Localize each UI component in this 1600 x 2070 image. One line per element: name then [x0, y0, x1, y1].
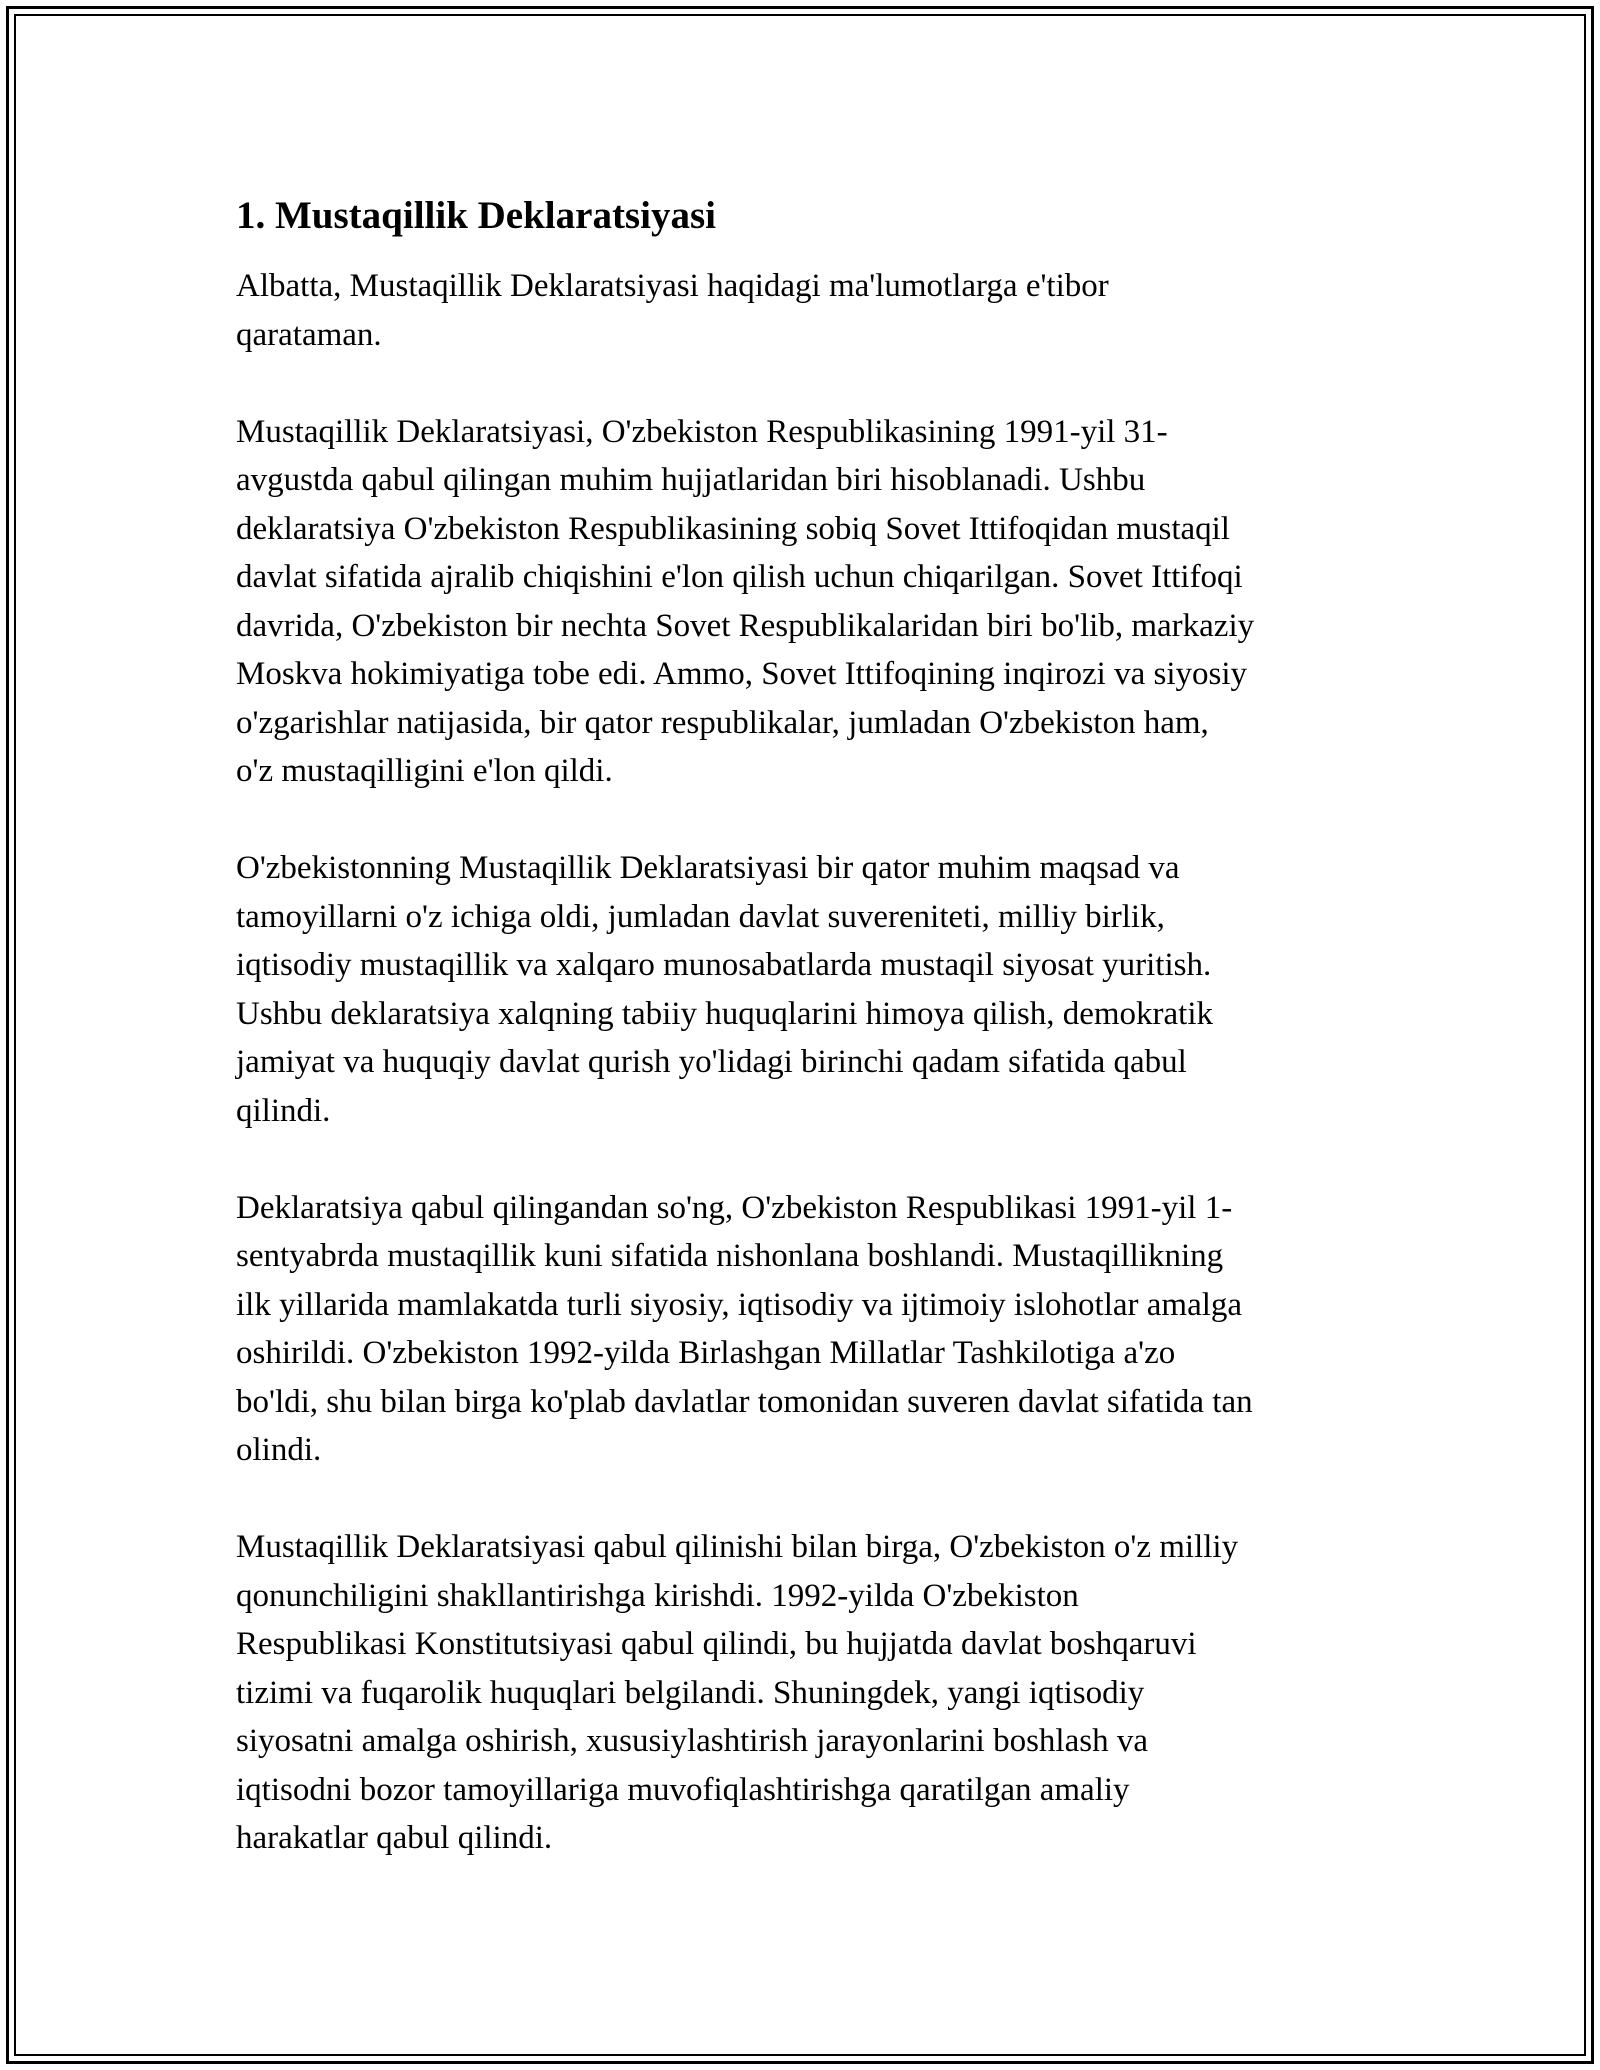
document-body [236, 190, 1376, 1911]
paragraph-goals-principles: O'zbekistonning Mustaqillik Deklaratsiyasi bir qator muhim maqsad va tamoyillarni o'z ichiga oldi, jumladan davlat suvereniteti, milliy birlik, iqtisodiy mustaqillik va xalqaro munosabatlarda mustaqil siyosat yuritish. Ushbu deklaratsiya xalqning tabiiy huquqlarini himoya qilish, demokratik jamiyat va huquqiy davlat qurish yo'lidagi birinchi qadam sifatida qabul qilindi. [236, 850, 1213, 1129]
paragraph-legislation: Mustaqillik Deklaratsiyasi qabul qilinishi bilan birga, O'zbekiston o'z milliy qonunchiligini shakllantirishga kirishdi. 1992-yilda O'zbekiston Respublikasi Konstitutsiyasi qabul qilindi, bu hujjatda davlat boshqaruvi tizimi va fuqarolik huquqlari belgilandi. Shuningdek, yangi iqtisodiy siyosatni amalga oshirish, xususiylashtirish jarayonlarini boshlash va iqtisodni bozor tamoyillariga muvofiqlashtirishga qaratilgan amaliy harakatlar qabul qilindi. [236, 1529, 1239, 1856]
paragraph-intro: Albatta, Mustaqillik Deklaratsiyasi haqidagi ma'lumotlarga e'tibor qarataman. [236, 268, 1109, 353]
paragraph-declaration-adoption: Mustaqillik Deklaratsiyasi, O'zbekiston Respublikasining 1991-yil 31- avgustda qabul qilingan muhim hujjatlaridan biri hisoblanadi. Ushbu deklaratsiya O'zbekiston Respublikasining sobiq Sovet Ittifoqidan mustaqil davlat sifatida ajralib chiqishini e'lon qilish uchun chiqarilgan. Sovet Ittifoqi davrida, O'zbekiston bir nechta Sovet Respublikalaridan biri bo'lib, markaziy Moskva hokimiyatiga tobe edi. Ammo, Sovet Ittifoqining inqirozi va siyosiy o'zgarishlar natijasida, bir qator respublikalar, jumladan O'zbekiston ham, o'z mustaqilligini e'lon qildi. [236, 413, 1255, 789]
paragraph-independence-day: Deklaratsiya qabul qilingandan so'ng, O'zbekiston Respublikasi 1991-yil 1- sentyabrda mustaqillik kuni sifatida nishonlana boshlandi. Mustaqillikning ilk yillarida mamlakatda turli siyosiy, iqtisodiy va ijtimoiy islohotlar amalga oshirildi. O'zbekiston 1992-yilda Birlashgan Millatlar Tashkilotiga a'zo bo'ldi, shu bilan birga ko'plab davlatlar tomonidan suveren davlat sifatida tan olindi. [236, 1189, 1253, 1468]
document-title: 1. Mustaqillik Deklaratsiyasi [236, 194, 716, 237]
